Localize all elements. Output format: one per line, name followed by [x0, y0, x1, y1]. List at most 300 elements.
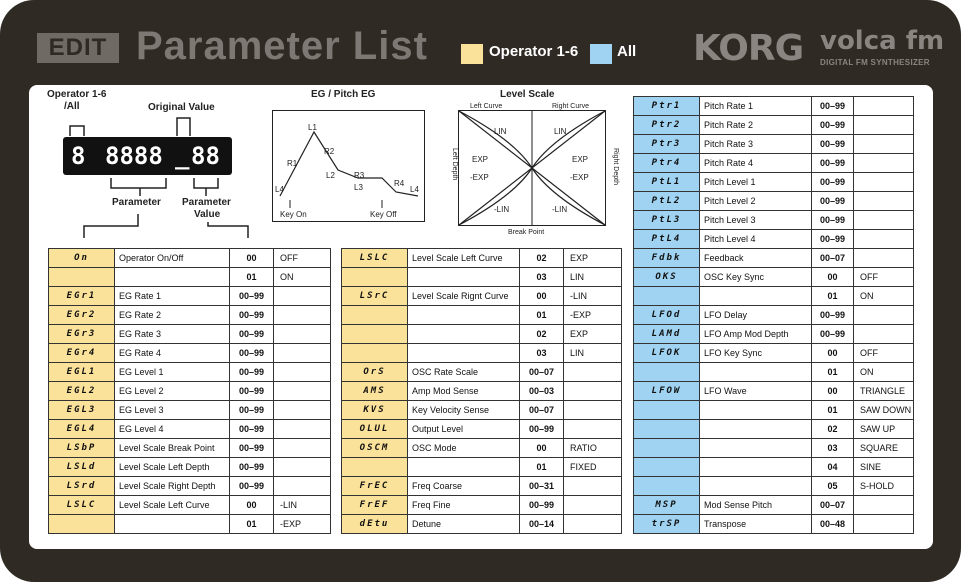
- param-name: LFO Key Sync: [700, 344, 812, 363]
- param-value: [564, 515, 622, 534]
- param-name: Level Scale Break Point: [115, 439, 230, 458]
- param-name: [700, 401, 812, 420]
- param-display-code: OrS: [342, 363, 408, 382]
- parameter-table-1: [48, 248, 331, 534]
- param-range: 00–99: [230, 287, 274, 306]
- param-range: 00–07: [520, 401, 564, 420]
- param-value: [854, 135, 914, 154]
- param-value: [274, 287, 331, 306]
- param-value: OFF: [274, 249, 331, 268]
- param-range: 00–31: [520, 477, 564, 496]
- param-value: [564, 420, 622, 439]
- param-name: Level Scale Rignt Curve: [408, 287, 520, 306]
- param-range: 00: [520, 287, 564, 306]
- eg-label-r3: R3: [354, 171, 365, 180]
- param-name: Pitch Rate 2: [700, 116, 812, 135]
- eg-label-l4-right: L4: [410, 185, 419, 194]
- param-name: Operator On/Off: [115, 249, 230, 268]
- table-row: [634, 116, 914, 135]
- param-value: [274, 344, 331, 363]
- product-subtitle: DIGITAL FM SYNTHESIZER: [820, 58, 930, 67]
- param-range: 00–07: [812, 496, 854, 515]
- ls-right-depth: Right Depth: [612, 148, 619, 185]
- param-range: 04: [812, 458, 854, 477]
- param-value: [564, 382, 622, 401]
- param-name: Level Scale Right Depth: [115, 477, 230, 496]
- display-value: 88: [191, 142, 220, 170]
- param-display-code: trSP: [634, 515, 700, 534]
- eg-label-r2: R2: [324, 147, 335, 156]
- param-range: 00–99: [520, 496, 564, 515]
- param-display-code: KVS: [342, 401, 408, 420]
- param-value: TRIANGLE: [854, 382, 914, 401]
- eg-label-l1: L1: [308, 123, 317, 132]
- param-value: [274, 325, 331, 344]
- table-row: [49, 249, 331, 268]
- eg-label-l3: L3: [354, 183, 363, 192]
- param-name: [408, 306, 520, 325]
- ls-left-depth: Left Depth: [451, 148, 458, 181]
- param-range: 03: [812, 439, 854, 458]
- table-row: [634, 249, 914, 268]
- table-row: [342, 344, 622, 363]
- param-range: 01: [812, 287, 854, 306]
- param-value: [274, 306, 331, 325]
- param-name: [115, 515, 230, 534]
- param-range: 00–99: [230, 344, 274, 363]
- param-name: LFO Wave: [700, 382, 812, 401]
- param-name: [408, 268, 520, 287]
- table-row: [634, 325, 914, 344]
- table-row: [342, 363, 622, 382]
- param-display-code: OLUL: [342, 420, 408, 439]
- param-name: Freq Coarse: [408, 477, 520, 496]
- param-name: EG Rate 1: [115, 287, 230, 306]
- param-name: Pitch Rate 4: [700, 154, 812, 173]
- table-row: [342, 515, 622, 534]
- param-name: [700, 420, 812, 439]
- param-value: [564, 477, 622, 496]
- table-row: [49, 477, 331, 496]
- param-display-code: EGr3: [49, 325, 115, 344]
- param-range: 00–99: [812, 173, 854, 192]
- param-value: LIN: [564, 344, 622, 363]
- table-row: [49, 268, 331, 287]
- param-value: ON: [274, 268, 331, 287]
- param-name: [408, 344, 520, 363]
- param-name: Pitch Level 3: [700, 211, 812, 230]
- param-name: OSC Rate Scale: [408, 363, 520, 382]
- table-row: [342, 477, 622, 496]
- table-row: [634, 363, 914, 382]
- param-name: EG Rate 4: [115, 344, 230, 363]
- param-value: FIXED: [564, 458, 622, 477]
- parameter-value-label: Parameter: [182, 197, 231, 208]
- param-name: Amp Mod Sense: [408, 382, 520, 401]
- param-range: 03: [520, 268, 564, 287]
- param-name: Pitch Level 4: [700, 230, 812, 249]
- param-value: [854, 154, 914, 173]
- table-row: [634, 420, 914, 439]
- param-display-code: [634, 287, 700, 306]
- param-name: [700, 287, 812, 306]
- operator-label-all: /All: [64, 101, 80, 112]
- param-value: [274, 439, 331, 458]
- param-display-code: [342, 306, 408, 325]
- table-row: [634, 515, 914, 534]
- param-display-code: [634, 477, 700, 496]
- param-display-code: LSLC: [342, 249, 408, 268]
- parameter-label: Parameter: [112, 197, 161, 208]
- param-display-code: MSP: [634, 496, 700, 515]
- legend-operator-label: Operator 1-6: [489, 43, 579, 60]
- table-row: [49, 325, 331, 344]
- param-name: Key Velocity Sense: [408, 401, 520, 420]
- param-value: [854, 230, 914, 249]
- table-row: [49, 363, 331, 382]
- table-row: [49, 515, 331, 534]
- eg-label-r4: R4: [394, 179, 405, 188]
- param-value: RATIO: [564, 439, 622, 458]
- param-name: [408, 458, 520, 477]
- eg-label-l2: L2: [326, 171, 335, 180]
- param-range: 02: [520, 249, 564, 268]
- param-value: -LIN: [274, 496, 331, 515]
- param-display-code: EGr4: [49, 344, 115, 363]
- table-row: [342, 249, 622, 268]
- param-name: Level Scale Left Depth: [115, 458, 230, 477]
- table-row: [342, 496, 622, 515]
- display-separator: _: [175, 142, 190, 170]
- param-range: 00–99: [812, 97, 854, 116]
- param-range: 00–99: [230, 306, 274, 325]
- param-value: ON: [854, 287, 914, 306]
- parameter-table-2: [341, 248, 622, 534]
- param-name: Mod Sense Pitch: [700, 496, 812, 515]
- param-range: 00: [230, 496, 274, 515]
- ls-left-curve: Left Curve: [470, 103, 503, 110]
- param-name: [700, 477, 812, 496]
- table-row: [634, 230, 914, 249]
- param-display-code: PtL1: [634, 173, 700, 192]
- param-display-code: FrEF: [342, 496, 408, 515]
- param-display-code: [634, 363, 700, 382]
- param-range: 00: [812, 268, 854, 287]
- display-guide-connectors: [80, 208, 260, 248]
- param-range: 00–99: [812, 306, 854, 325]
- page-title: Parameter List: [136, 24, 428, 68]
- param-value: -EXP: [274, 515, 331, 534]
- param-value: [274, 363, 331, 382]
- table-row: [634, 268, 914, 287]
- table-row: [49, 458, 331, 477]
- param-display-code: EGr2: [49, 306, 115, 325]
- ls-label-nexp-right: -EXP: [570, 173, 589, 182]
- table-row: [342, 382, 622, 401]
- param-range: 00–99: [230, 477, 274, 496]
- param-value: ON: [854, 363, 914, 382]
- ls-label-nlin-left: -LIN: [494, 205, 510, 214]
- param-value: [854, 515, 914, 534]
- param-name: EG Rate 2: [115, 306, 230, 325]
- param-name: [115, 268, 230, 287]
- param-name: LFO Amp Mod Depth: [700, 325, 812, 344]
- param-range: 00–99: [230, 458, 274, 477]
- param-display-code: LSrC: [342, 287, 408, 306]
- table-row: [634, 477, 914, 496]
- table-row: [634, 154, 914, 173]
- param-display-code: OKS: [634, 268, 700, 287]
- eg-diagram-title: EG / Pitch EG: [311, 89, 376, 100]
- param-value: SQUARE: [854, 439, 914, 458]
- edit-label: EDIT: [37, 33, 119, 63]
- param-value: [854, 173, 914, 192]
- lcd-display: [63, 137, 232, 175]
- table-row: [342, 287, 622, 306]
- table-row: [634, 344, 914, 363]
- legend-all-label: All: [617, 43, 637, 60]
- param-display-code: PtL4: [634, 230, 700, 249]
- table-row: [634, 97, 914, 116]
- param-display-code: Ptr2: [634, 116, 700, 135]
- table-row: [49, 306, 331, 325]
- table-row: [342, 325, 622, 344]
- param-display-code: dEtu: [342, 515, 408, 534]
- table-row: [634, 287, 914, 306]
- param-range: 00–99: [520, 420, 564, 439]
- param-value: [274, 477, 331, 496]
- param-name: Freq Fine: [408, 496, 520, 515]
- param-name: EG Rate 3: [115, 325, 230, 344]
- param-value: [274, 458, 331, 477]
- param-value: EXP: [564, 249, 622, 268]
- param-range: 00–99: [230, 363, 274, 382]
- table-row: [634, 458, 914, 477]
- ls-label-nlin-right: -LIN: [552, 205, 568, 214]
- param-display-code: EGL1: [49, 363, 115, 382]
- param-display-code: [49, 268, 115, 287]
- param-display-code: LSLd: [49, 458, 115, 477]
- eg-key-on: Key On: [280, 210, 307, 219]
- param-display-code: [634, 458, 700, 477]
- operator-label: Operator 1-6: [47, 89, 107, 100]
- table-row: [49, 439, 331, 458]
- param-range: 01: [520, 306, 564, 325]
- param-display-code: EGr1: [49, 287, 115, 306]
- param-range: 00–99: [230, 382, 274, 401]
- table-row: [634, 496, 914, 515]
- param-range: 00: [812, 382, 854, 401]
- param-range: 02: [520, 325, 564, 344]
- param-display-code: [342, 458, 408, 477]
- table-row: [342, 439, 622, 458]
- param-display-code: Ptr1: [634, 97, 700, 116]
- param-display-code: [634, 439, 700, 458]
- param-name: OSC Key Sync: [700, 268, 812, 287]
- table-row: [634, 382, 914, 401]
- param-display-code: [342, 344, 408, 363]
- param-range: 00–99: [812, 192, 854, 211]
- param-range: 02: [812, 420, 854, 439]
- ls-label-exp-left: EXP: [472, 155, 489, 164]
- param-range: 00: [230, 249, 274, 268]
- param-display-code: EGL4: [49, 420, 115, 439]
- korg-logo: KORG: [693, 28, 804, 69]
- param-name: Transpose: [700, 515, 812, 534]
- param-value: -LIN: [564, 287, 622, 306]
- param-value: SINE: [854, 458, 914, 477]
- param-name: OSC Mode: [408, 439, 520, 458]
- param-range: 00–07: [812, 249, 854, 268]
- parameter-value-label-2: Value: [194, 209, 221, 220]
- param-name: EG Level 1: [115, 363, 230, 382]
- param-value: [564, 401, 622, 420]
- param-value: [854, 192, 914, 211]
- param-value: [854, 249, 914, 268]
- param-range: 00–99: [230, 325, 274, 344]
- param-value: [854, 306, 914, 325]
- param-name: Level Scale Left Curve: [115, 496, 230, 515]
- param-value: SAW DOWN: [854, 401, 914, 420]
- param-display-code: [342, 325, 408, 344]
- table-row: [634, 211, 914, 230]
- param-range: 00: [520, 439, 564, 458]
- param-value: [854, 116, 914, 135]
- level-scale-title: Level Scale: [500, 89, 555, 100]
- param-value: LIN: [564, 268, 622, 287]
- param-name: [700, 439, 812, 458]
- param-name: Detune: [408, 515, 520, 534]
- ls-right-curve: Right Curve: [552, 103, 589, 110]
- param-value: -EXP: [564, 306, 622, 325]
- table-row: [342, 306, 622, 325]
- ls-break-point: Break Point: [508, 229, 545, 236]
- param-name: [700, 363, 812, 382]
- table-row: [634, 173, 914, 192]
- param-value: [274, 382, 331, 401]
- table-row: [49, 382, 331, 401]
- param-display-code: OSCM: [342, 439, 408, 458]
- param-name: Pitch Rate 1: [700, 97, 812, 116]
- param-range: 03: [520, 344, 564, 363]
- param-name: Level Scale Left Curve: [408, 249, 520, 268]
- param-name: [700, 458, 812, 477]
- header: [0, 0, 961, 80]
- product-logo: volca fm: [820, 26, 945, 56]
- param-range: 00–03: [520, 382, 564, 401]
- param-value: EXP: [564, 325, 622, 344]
- param-range: 00–99: [812, 325, 854, 344]
- param-display-code: LAMd: [634, 325, 700, 344]
- param-range: 00–14: [520, 515, 564, 534]
- ls-label-exp-right: EXP: [572, 155, 589, 164]
- param-value: S-HOLD: [854, 477, 914, 496]
- param-value: [854, 97, 914, 116]
- param-display-code: Ptr3: [634, 135, 700, 154]
- table-row: [49, 420, 331, 439]
- param-range: 00–99: [230, 420, 274, 439]
- param-value: OFF: [854, 344, 914, 363]
- param-range: 00–07: [520, 363, 564, 382]
- param-display-code: [634, 401, 700, 420]
- display-operator: 8: [71, 142, 86, 170]
- param-range: 01: [812, 363, 854, 382]
- table-row: [49, 401, 331, 420]
- table-row: [634, 401, 914, 420]
- param-value: OFF: [854, 268, 914, 287]
- eg-diagram: [272, 110, 425, 222]
- param-display-code: PtL2: [634, 192, 700, 211]
- param-value: [854, 496, 914, 515]
- ls-label-lin-left: LIN: [494, 127, 507, 136]
- param-name: Pitch Rate 3: [700, 135, 812, 154]
- table-row: [634, 306, 914, 325]
- param-value: [564, 496, 622, 515]
- table-row: [342, 268, 622, 287]
- param-range: 01: [520, 458, 564, 477]
- table-row: [634, 135, 914, 154]
- ls-label-lin-right: LIN: [554, 127, 567, 136]
- param-name: EG Level 2: [115, 382, 230, 401]
- param-value: [274, 420, 331, 439]
- param-range: 00–99: [230, 401, 274, 420]
- display-parameter: 8888: [105, 142, 163, 170]
- param-display-code: AMS: [342, 382, 408, 401]
- param-display-code: LSrd: [49, 477, 115, 496]
- table-row: [49, 496, 331, 515]
- eg-label-r1: R1: [287, 159, 298, 168]
- param-range: 00–99: [230, 439, 274, 458]
- table-row: [49, 287, 331, 306]
- param-value: [564, 363, 622, 382]
- param-display-code: [342, 268, 408, 287]
- param-value: [854, 325, 914, 344]
- param-display-code: LSbP: [49, 439, 115, 458]
- param-name: LFO Delay: [700, 306, 812, 325]
- param-display-code: [49, 515, 115, 534]
- param-display-code: LSLC: [49, 496, 115, 515]
- param-display-code: FrEC: [342, 477, 408, 496]
- table-row: [342, 458, 622, 477]
- param-display-code: [634, 420, 700, 439]
- param-range: 01: [230, 268, 274, 287]
- param-name: Output Level: [408, 420, 520, 439]
- table-row: [634, 439, 914, 458]
- param-name: [408, 325, 520, 344]
- param-range: 00–99: [812, 154, 854, 173]
- table-row: [634, 192, 914, 211]
- legend-operator-swatch: [461, 44, 483, 64]
- param-range: 00: [812, 344, 854, 363]
- param-display-code: Fdbk: [634, 249, 700, 268]
- param-name: EG Level 4: [115, 420, 230, 439]
- param-range: 01: [230, 515, 274, 534]
- param-range: 00–48: [812, 515, 854, 534]
- param-name: EG Level 3: [115, 401, 230, 420]
- param-display-code: LFOK: [634, 344, 700, 363]
- param-value: SAW UP: [854, 420, 914, 439]
- param-range: 01: [812, 401, 854, 420]
- param-display-code: PtL3: [634, 211, 700, 230]
- legend-all-swatch: [590, 44, 612, 64]
- param-display-code: On: [49, 249, 115, 268]
- level-scale-diagram: [444, 100, 620, 236]
- param-name: Pitch Level 2: [700, 192, 812, 211]
- param-range: 00–99: [812, 230, 854, 249]
- param-name: Feedback: [700, 249, 812, 268]
- param-display-code: EGL3: [49, 401, 115, 420]
- original-value-label: Original Value: [148, 102, 215, 113]
